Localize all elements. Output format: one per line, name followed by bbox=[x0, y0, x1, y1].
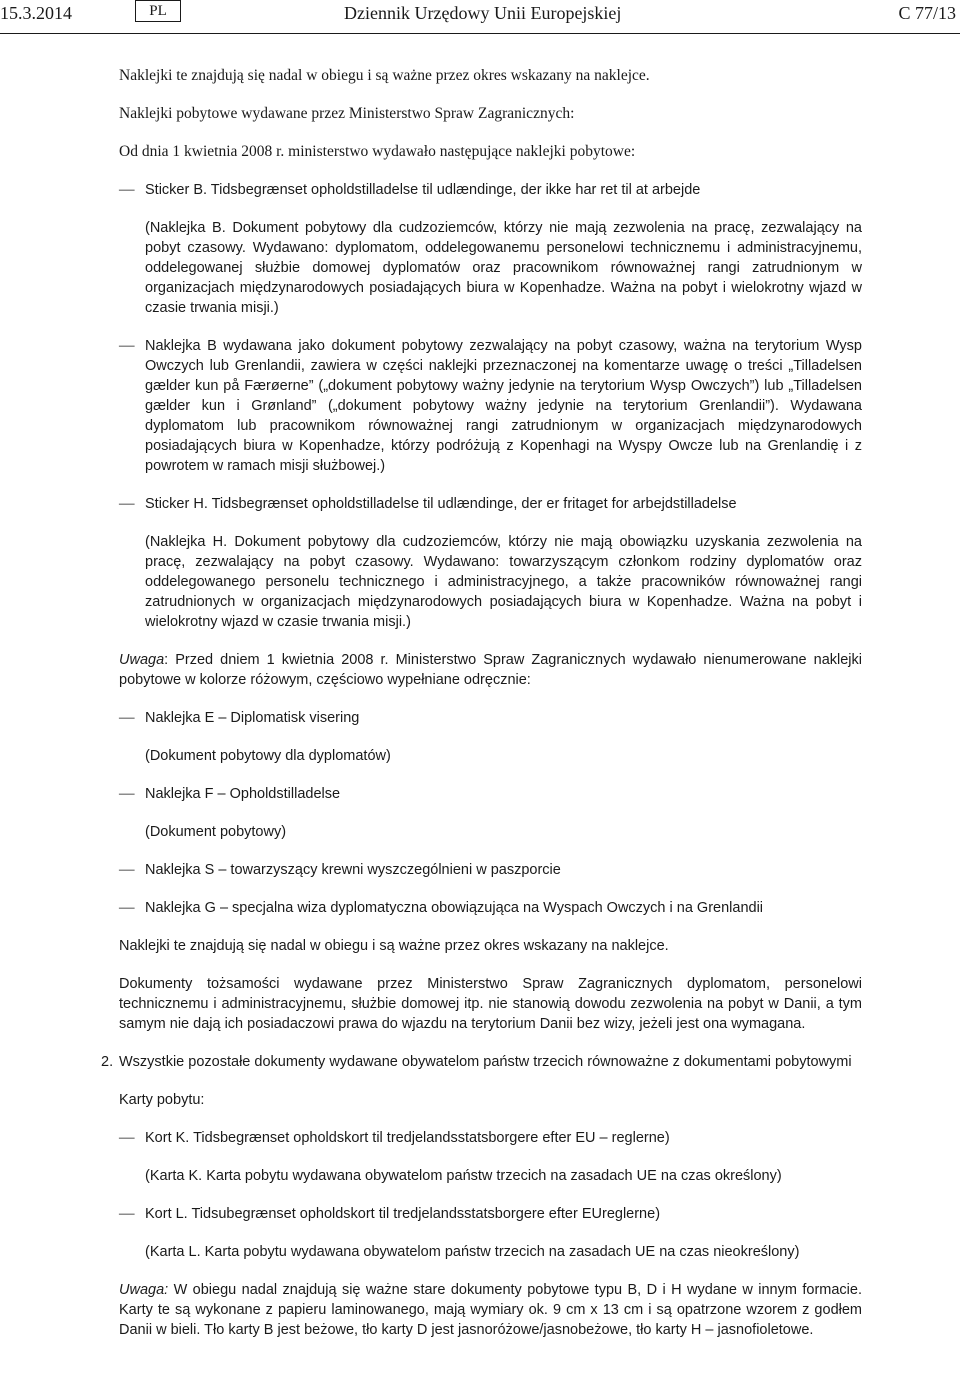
list-item-note: (Dokument pobytowy) bbox=[145, 824, 287, 840]
list-item-sticker-b bbox=[119, 180, 862, 200]
note-text: : Przed dniem 1 kwietnia 2008 r. Ministerstwo Spraw Zagranicznych wydawało nienumerowane naklejki pobytowe w kolorze różowym, częściowo wypełniane odręcznie: bbox=[119, 652, 862, 688]
list-item-note: (Karta K. Karta pobytu wydawana obywatelom państw trzecich na zasadach UE na czas określony) bbox=[145, 1168, 782, 1184]
dash-bullet: — bbox=[119, 1205, 135, 1222]
list-item-title: Kort L. Tidsubegrænset opholdskort til tredjelandsstatsborgere efter EUreglerne) bbox=[145, 1206, 661, 1222]
language-badge: PL bbox=[135, 0, 181, 22]
list-item-naklejka-f bbox=[119, 784, 862, 804]
document-body bbox=[101, 66, 862, 1340]
section-text: Wszystkie pozostałe dokumenty wydawane obywatelom państw trzecich równoważne z dokumentami pobytowymi bbox=[119, 1054, 852, 1070]
list-item-title: Naklejka G – specjalna wiza dyplomatyczna obowiązująca na Wyspach Owczych i na Grenlandii bbox=[145, 900, 764, 916]
list-item-title: Naklejka S – towarzyszący krewni wyszczególnieni w paszporcie bbox=[145, 862, 561, 878]
note-text: W obiegu nadal znajdują się ważne stare dokumenty pobytowe typu B, D i H wydane w innym formacie. Karty te są wykonane z papieru laminowanego, mają wymiary ok. 9 cm x 13 cm i są opatrzone wzorem z godłem Danii w bieli. Tło karty B jest beżowe, tło karty D jest jasnoróżowe/jasnobeżowe, tło karty H – jasnofioletowe. bbox=[119, 1282, 862, 1338]
page-reference: C 77/13 bbox=[898, 3, 956, 23]
list-item-title: Sticker B. Tidsbegrænset opholdstilladelse til udlændinge, der ikke har ret til at arbejde bbox=[145, 182, 701, 198]
paragraph: Od dnia 1 kwietnia 2008 r. ministerstwo wydawało następujące naklejki pobytowe: bbox=[119, 143, 636, 160]
note-label: Uwaga: bbox=[119, 1282, 169, 1298]
list-item-note: (Dokument pobytowy dla dyplomatów) bbox=[145, 748, 391, 764]
dash-bullet: — bbox=[119, 709, 135, 726]
paragraph: Naklejki te znajdują się nadal w obiegu i są ważne przez okres wskazany na naklejce. bbox=[119, 67, 650, 84]
note-paragraph bbox=[119, 1280, 862, 1340]
list-item-title: Naklejka F – Opholdstilladelse bbox=[145, 786, 341, 802]
list-item-sticker-h bbox=[119, 494, 862, 514]
list-item-kort-k bbox=[119, 1128, 862, 1148]
paragraph: Dokumenty tożsamości wydawane przez Ministerstwo Spraw Zagranicznych dyplomatom, personelowi technicznemu i administracyjnemu, służbie domowej itp. nie stanowią dowodu zezwolenia na pobyt w Danii, a tym samym nie dają ich posiadaczowi prawa do wjazdu na terytorium Danii bez wizy, jeżeli jest ona wymagana. bbox=[119, 976, 862, 1032]
dash-bullet: — bbox=[119, 1129, 135, 1146]
list-item-note: (Naklejka H. Dokument pobytowy dla cudzoziemców, którzy nie mają obowiązku uzyskania zezwolenia na pracę, zezwalający na pobyt czasowy. Wydawano: towarzyszącym członkom rodziny dyplomatów oraz oddelegowanego personelu technicznego i administracyjnego, a także pracowników równoważnej rangi zatrudnionych w organizacjach międzynarodowych posiadających biura w Kopenhadze. Ważna na pobyt i wielokrotny wjazd w czasie trwania misji.) bbox=[145, 534, 862, 630]
dash-bullet: — bbox=[119, 181, 135, 198]
list-item-note: (Naklejka B. Dokument pobytowy dla cudzoziemców, którzy nie mają zezwolenia na pracę, zezwalający na pobyt czasowy. Wydawano: dyplomatom, oddelegowanemu personelowi technicznemu i administracyjnemu, oddelegowanej służbie domowej dyplomatów oraz pracownikom równoważnej rangi zatrudnionym w organizacjach międzynarodowych posiadających biura w Kopenhadze. Ważna na pobyt i wielokrotny wjazd w czasie trwania misji.) bbox=[145, 220, 862, 316]
dash-bullet: — bbox=[119, 495, 135, 512]
page-header bbox=[0, 0, 960, 30]
list-item-sticker-b-territory bbox=[119, 336, 862, 476]
note-paragraph bbox=[119, 650, 862, 690]
paragraph: Naklejki pobytowe wydawane przez Ministerstwo Spraw Zagranicznych: bbox=[119, 105, 575, 122]
list-item-title: Sticker H. Tidsbegrænset opholdstilladelse til udlændinge, der er fritaget for arbejdstilladelse bbox=[145, 496, 737, 512]
dash-bullet: — bbox=[119, 785, 135, 802]
header-divider bbox=[0, 33, 960, 34]
dash-bullet: — bbox=[119, 337, 135, 354]
paragraph: Karty pobytu: bbox=[119, 1092, 205, 1108]
numbered-section-2 bbox=[101, 1052, 862, 1072]
note-label: Uwaga bbox=[119, 652, 165, 668]
journal-title: Dziennik Urzędowy Unii Europejskiej bbox=[344, 3, 622, 23]
section-number: 2. bbox=[101, 1054, 114, 1070]
list-item-kort-l bbox=[119, 1204, 862, 1224]
list-item-naklejka-g bbox=[119, 898, 862, 918]
list-item-title: Naklejka E – Diplomatisk visering bbox=[145, 710, 360, 726]
list-item-naklejka-s bbox=[119, 860, 862, 880]
list-item-note: (Karta L. Karta pobytu wydawana obywatelom państw trzecich na zasadach UE na czas nieokreślony) bbox=[145, 1244, 800, 1260]
list-item-naklejka-e bbox=[119, 708, 862, 728]
publication-date: 15.3.2014 bbox=[0, 3, 72, 23]
paragraph: Naklejki te znajdują się nadal w obiegu i są ważne przez okres wskazany na naklejce. bbox=[119, 938, 669, 954]
list-item-title: Naklejka B wydawana jako dokument pobytowy zezwalający na pobyt czasowy, ważna na terytorium Wysp Owczych lub Grenlandii, zawiera w części naklejki przeznaczonej na komentarze uwagę o treści „Tilladelsen gælder kun på Færøerne” („dokument pobytowy ważny jedynie na terytorium Wysp Owczych”) lub „Tilladelsen gælder kun i Grønland” („dokument pobytowy ważny jedynie na terytorium Grenlandii”). Wydawana dyplomatom lub pracownikom równoważnej rangi zatrudnionym w organizacjach międzynarodowych posiadających biura w Kopenhadze, którzy podróżują z Kopenhagi na Wyspy Owcze lub na Grenlandię i z powrotem w ramach misji służbowej.) bbox=[145, 338, 862, 474]
list-item-title: Kort K. Tidsbegrænset opholdskort til tredjelandsstatsborgere efter EU – reglerne) bbox=[145, 1130, 670, 1146]
dash-bullet: — bbox=[119, 861, 135, 878]
dash-bullet: — bbox=[119, 899, 135, 916]
